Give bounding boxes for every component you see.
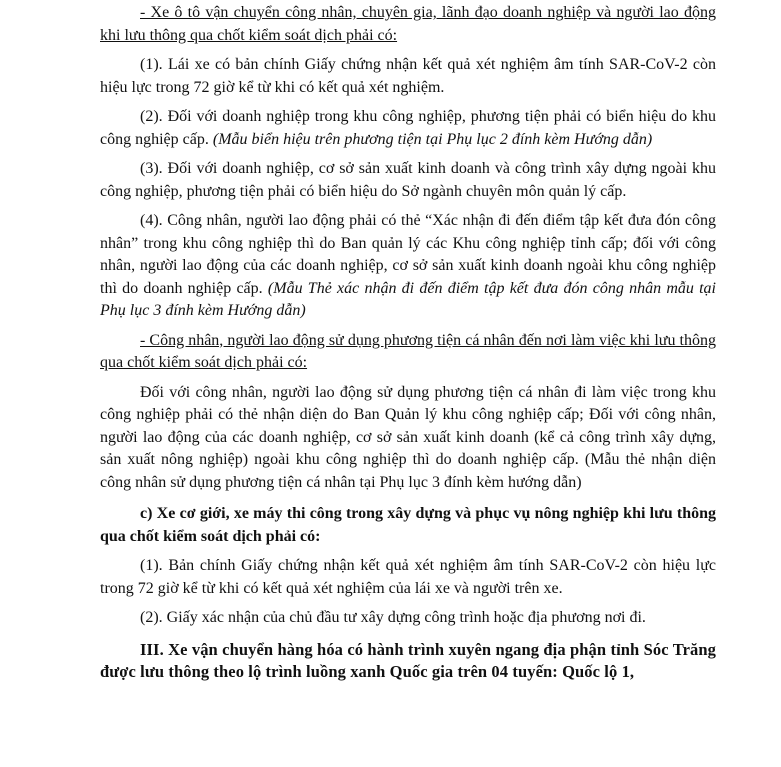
section-heading-c: c) Xe cơ giới, xe máy thi công trong xây dựng và phục vụ nông nghiệp khi lưu thông qua chốt kiểm soát dịch phải có: bbox=[100, 505, 716, 545]
paragraph-c-item-2: (2). Giấy xác nhận của chủ đầu tư xây dựng công trình hoặc địa phương nơi đi. bbox=[140, 609, 646, 626]
paragraph-item-1: (1). Lái xe có bản chính Giấy chứng nhận kết quả xét nghiệm âm tính SAR-CoV-2 còn hiệu lực trong 72 giờ kể từ khi có kết quả xét nghiệm. bbox=[100, 56, 716, 96]
paragraph-item-4 bbox=[100, 210, 716, 323]
section-heading-III: III. Xe vận chuyển hàng hóa có hành trình xuyên ngang địa phận tỉnh Sóc Trăng được lưu thông theo lộ trình luồng xanh Quốc gia trên 04 tuyến: Quốc lộ 1, bbox=[100, 639, 716, 681]
item-4-text: (4). Công nhân, người lao động phải có thẻ “Xác nhận đi đến điểm tập kết đưa đón công nhân” trong khu công nghiệp thì do Ban quản lý các Khu công nghiệp tỉnh cấp; đối với công nhân, người lao động của các doanh nghiệp, cơ sở sản xuất kinh doanh ngoài khu công nghiệp thì do doanh nghiệp cấp. bbox=[100, 212, 716, 297]
paragraph-item-2 bbox=[100, 106, 716, 151]
item-2-note: (Mẫu biển hiệu trên phương tiện tại Phụ lục 2 đính kèm Hướng dẫn) bbox=[212, 130, 653, 148]
item-2-text: (2). Đối với doanh nghiệp trong khu công nghiệp, phương tiện phải có biển hiệu do khu công nghiệp cấp. bbox=[100, 108, 716, 148]
paragraph-personal-vehicles: Đối với công nhân, người lao động sử dụng phương tiện cá nhân đi làm việc trong khu công nghiệp phải có thẻ nhận diện do Ban Quản lý khu công nghiệp cấp; Đối với công nhân, người lao động của các doanh nghiệp, cơ sở sản xuất kinh doanh (kể cả công trình xây dựng, sản xuất nông nghiệp) ngoài khu công nghiệp thì do doanh nghiệp cấp. (Mẫu thẻ nhận diện công nhân sử dụng phương tiện cá nhân tại Phụ lục 3 đính kèm hướng dẫn) bbox=[100, 383, 716, 491]
paragraph-c-item-1: (1). Bản chính Giấy chứng nhận kết quả xét nghiệm âm tính SAR-CoV-2 còn hiệu lực trong 72 giờ kể từ khi có kết quả xét nghiệm của lái xe và người trên xe. bbox=[100, 557, 716, 597]
document-page bbox=[100, 2, 716, 684]
section-heading-personal-vehicles: - Công nhân, người lao động sử dụng phương tiện cá nhân đến nơi làm việc khi lưu thông qua chốt kiểm soát dịch phải có: bbox=[100, 331, 716, 371]
section-heading-worker-vehicles: - Xe ô tô vận chuyển công nhân, chuyên gia, lãnh đạo doanh nghiệp và người lao động khi lưu thông qua chốt kiểm soát dịch phải có: bbox=[100, 4, 716, 44]
item-4-note: (Mẫu Thẻ xác nhận đi đến điểm tập kết đưa đón công nhân mẫu tại Phụ lục 3 đính kèm Hướng dẫn) bbox=[100, 279, 717, 319]
paragraph-item-3: (3). Đối với doanh nghiệp, cơ sở sản xuất kinh doanh và công trình xây dựng ngoài khu công nghiệp, phương tiện phải có biển hiệu do Sở ngành chuyên môn quản lý cấp. bbox=[100, 160, 716, 200]
